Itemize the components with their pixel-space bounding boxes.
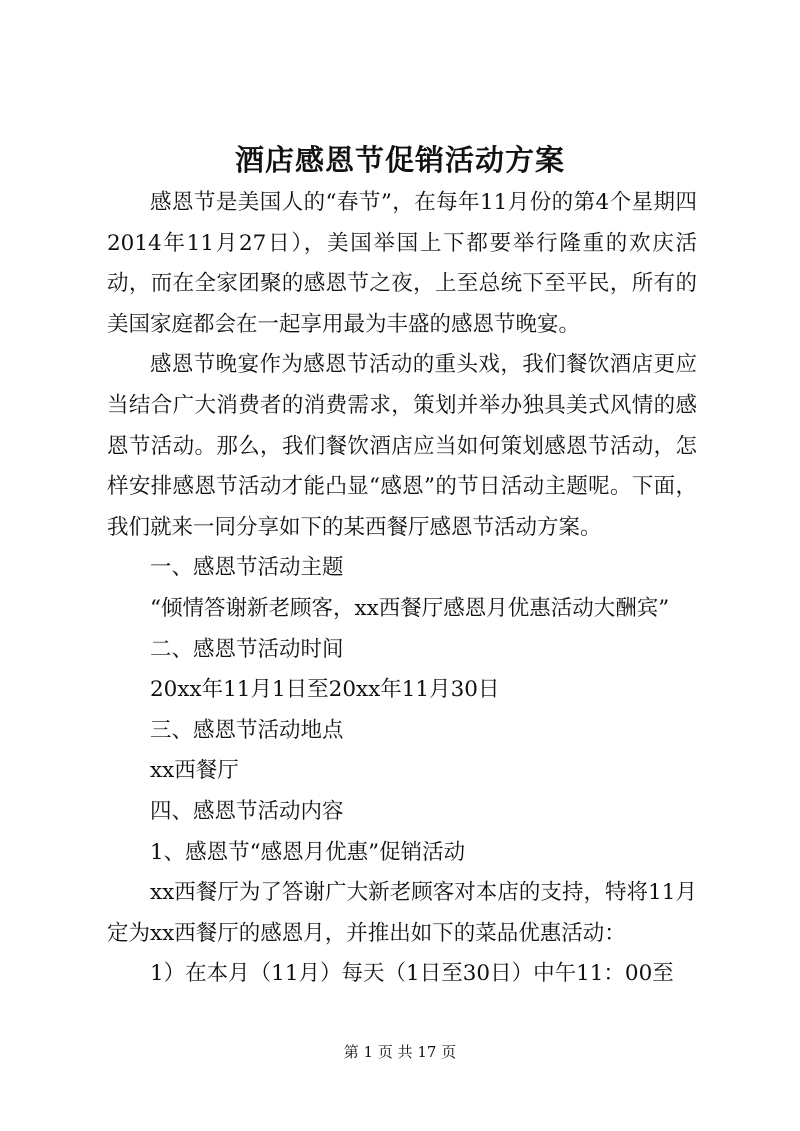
paragraph-dinner: 感恩节晚宴作为感恩节活动的重头戏，我们餐饮酒店更应当结合广大消费者的消费需求，策划并举办独具美式风情的感恩节活动。那么，我们餐饮酒店应当如何策划感恩节活动，怎样安排感恩节活动才能凸显“感恩”的节日活动主题呢。下面，我们就来一同分享如下的某西餐厅感恩节活动方案。 bbox=[107, 352, 697, 540]
event-location: xx西餐厅 bbox=[150, 758, 239, 784]
paragraph-promotion: xx西餐厅为了答谢广大新老顾客对本店的支持，特将11月定为xx西餐厅的感恩月，并推出如下的菜品优惠活动： bbox=[107, 880, 697, 946]
section-heading-content: 四、感恩节活动内容 bbox=[150, 798, 344, 824]
section-heading-theme: 一、感恩节活动主题 bbox=[150, 555, 344, 581]
document-title: 酒店感恩节促销活动方案 bbox=[234, 143, 565, 177]
page-number-footer: 第 1 页 共 17 页 bbox=[343, 1043, 457, 1061]
subsection-heading-promotion: 1、感恩节“感恩月优惠”促销活动 bbox=[150, 839, 466, 865]
theme-slogan: “倾情答谢新老顾客，xx西餐厅感恩月优惠活动大酬宾” bbox=[150, 595, 670, 621]
event-dates: 20xx年11月1日至20xx年11月30日 bbox=[150, 677, 500, 703]
paragraph-offer-1: 1）在本月（11月）每天（1日至30日）中午11：00至 bbox=[150, 961, 674, 987]
section-heading-location: 三、感恩节活动地点 bbox=[150, 717, 344, 743]
document-body bbox=[107, 183, 697, 995]
paragraph-intro: 感恩节是美国人的“春节”，在每年11月份的第4个星期四2014年11月27日），美国举国上下都要举行隆重的欢庆活动，而在全家团聚的感恩节之夜，上至总统下至平民，所有的美国家庭都会在一起享用最为丰盛的感恩节晚宴。 bbox=[107, 190, 697, 337]
section-heading-time: 二、感恩节活动时间 bbox=[150, 636, 344, 662]
